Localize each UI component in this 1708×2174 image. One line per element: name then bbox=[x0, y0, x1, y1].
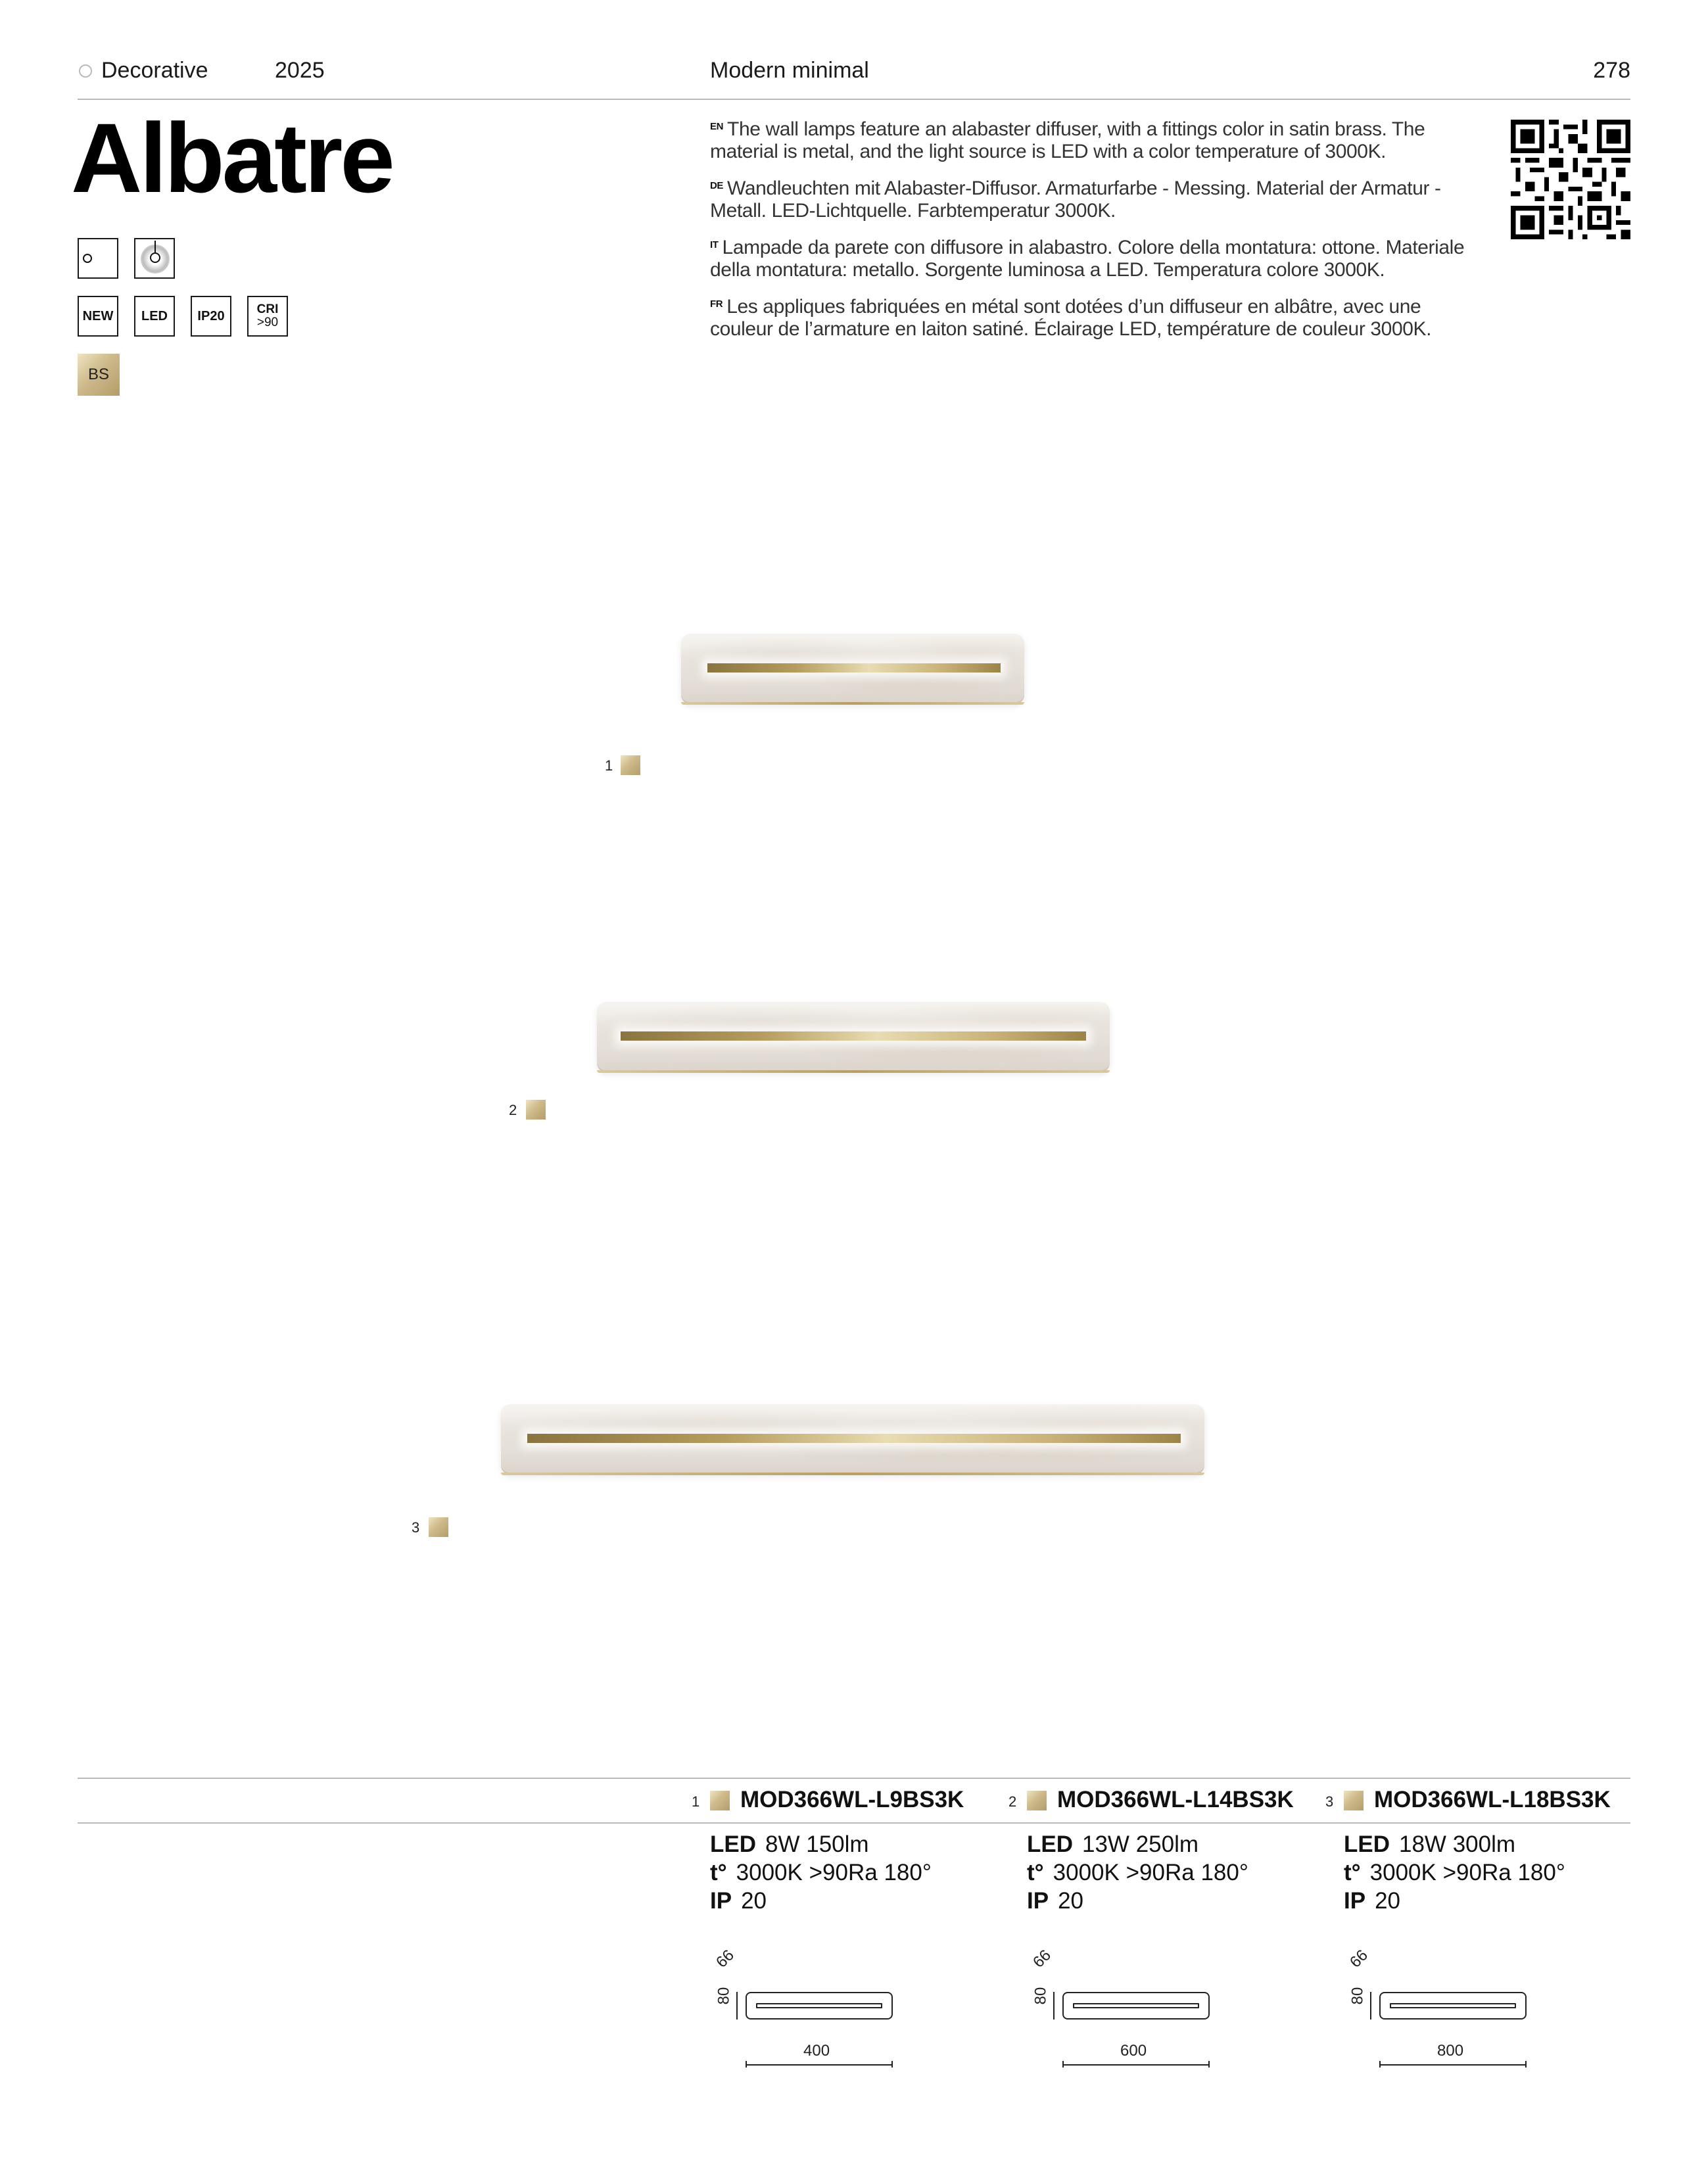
column-number: 2 bbox=[1008, 1793, 1017, 1810]
temp-label: t° bbox=[710, 1860, 727, 1885]
header-year: 2025 bbox=[275, 58, 325, 83]
depth-dimension: 66 bbox=[1346, 1946, 1371, 1972]
width-dimension: 600 bbox=[1120, 2042, 1147, 2060]
width-line bbox=[746, 2064, 893, 2066]
height-line bbox=[736, 1992, 738, 2020]
ip-label: IP bbox=[1344, 1888, 1366, 1914]
tick bbox=[746, 2061, 747, 2068]
description-it bbox=[710, 234, 1466, 281]
finish-swatch-icon bbox=[1344, 1791, 1364, 1810]
width-line bbox=[1062, 2064, 1210, 2066]
dimension-drawing-2 bbox=[1030, 1946, 1073, 1973]
power: 13W bbox=[1082, 1831, 1129, 1857]
spec-block bbox=[1344, 1830, 1565, 1915]
height-dimension: 80 bbox=[715, 1987, 733, 2005]
dimension-drawing-1 bbox=[713, 1946, 756, 1973]
lang-code: EN bbox=[710, 121, 724, 132]
ip-label: IP bbox=[1027, 1888, 1049, 1914]
product-code[interactable]: MOD366WL-L18BS3K bbox=[1374, 1787, 1611, 1812]
description-text: Les appliques fabriquées en métal sont dotées d’un diffuseur en albâtre, avec une couleur de l’armature en laiton satiné. Éclairage LED, température de couleur 3000K. bbox=[710, 296, 1432, 340]
column-number: 1 bbox=[692, 1793, 700, 1810]
finish-swatch-icon bbox=[621, 755, 640, 775]
width-dimension: 800 bbox=[1437, 2042, 1464, 2060]
product-image-3 bbox=[501, 1404, 1204, 1473]
badge-cri bbox=[247, 296, 288, 337]
header-rule bbox=[78, 99, 1630, 100]
description-text: The wall lamps feature an alabaster diffuser, with a fittings color in satin brass. The material is metal, and the light source is LED with a color temperature of 3000K. bbox=[710, 118, 1425, 162]
description-text: Wandleuchten mit Alabaster-Diffusor. Armaturfarbe - Messing. Material der Armatur - Metall. LED-Lichtquelle. Farbtemperatur 3000K. bbox=[710, 177, 1441, 222]
product-code[interactable]: MOD366WL-L9BS3K bbox=[740, 1787, 964, 1812]
lamp-outline-icon bbox=[1379, 1992, 1527, 2020]
spec-block bbox=[1027, 1830, 1248, 1915]
finish-swatch-icon bbox=[1027, 1791, 1047, 1810]
cri: >90Ra bbox=[1126, 1860, 1195, 1885]
finish-swatch-icon bbox=[429, 1517, 448, 1537]
width-line bbox=[1379, 2064, 1527, 2066]
description-en bbox=[710, 116, 1466, 163]
lamp-slot bbox=[756, 2003, 882, 2008]
power: 8W bbox=[765, 1831, 800, 1857]
angle: 180° bbox=[884, 1860, 932, 1885]
width-dimension: 400 bbox=[803, 2042, 830, 2060]
cri-title: CRI bbox=[256, 302, 279, 316]
brass-bar bbox=[527, 1434, 1181, 1443]
category-dot-icon bbox=[79, 64, 92, 78]
ip-value: 20 bbox=[1058, 1888, 1084, 1914]
lamp-slot bbox=[1073, 2003, 1199, 2008]
height-dimension: 80 bbox=[1348, 1987, 1367, 2005]
product-code[interactable]: MOD366WL-L14BS3K bbox=[1057, 1787, 1294, 1812]
lamp-outline-icon bbox=[1062, 1992, 1210, 2020]
light-source-icon bbox=[150, 252, 160, 263]
badge-new: NEW bbox=[78, 296, 118, 337]
cct: 3000K bbox=[736, 1860, 803, 1885]
finish-swatch-icon bbox=[710, 1791, 730, 1810]
tick bbox=[1208, 2061, 1210, 2068]
header-category[interactable]: Decorative bbox=[101, 58, 208, 83]
description-fr bbox=[710, 293, 1466, 341]
height-dimension: 80 bbox=[1032, 1987, 1050, 2005]
wall-mount-icon bbox=[78, 238, 118, 279]
header-collection[interactable]: Modern minimal bbox=[710, 58, 869, 83]
led-label: LED bbox=[710, 1831, 756, 1857]
depth-dimension: 66 bbox=[1030, 1946, 1055, 1972]
cri: >90Ra bbox=[809, 1860, 878, 1885]
lang-code: DE bbox=[710, 180, 724, 191]
table-header-rule bbox=[78, 1822, 1630, 1824]
lang-code: FR bbox=[710, 298, 723, 310]
ip-value: 20 bbox=[1375, 1888, 1401, 1914]
tick bbox=[1062, 2061, 1064, 2068]
tick bbox=[1525, 2061, 1527, 2068]
lang-code: IT bbox=[710, 239, 719, 250]
led-label: LED bbox=[1344, 1831, 1390, 1857]
badge-ip20: IP20 bbox=[191, 296, 231, 337]
product-image-1 bbox=[681, 634, 1024, 702]
brass-bar bbox=[621, 1031, 1086, 1041]
dimension-drawing-3 bbox=[1346, 1946, 1390, 1973]
qr-code-icon[interactable] bbox=[1511, 120, 1630, 239]
light-stem bbox=[154, 241, 156, 252]
product-image-2 bbox=[597, 1002, 1110, 1070]
page-number: 278 bbox=[1593, 58, 1630, 83]
finish-swatch-icon bbox=[526, 1100, 546, 1120]
lamp-slot bbox=[1390, 2003, 1516, 2008]
image-label-1: 1 bbox=[605, 757, 613, 774]
spec-block bbox=[710, 1830, 932, 1915]
lamp-outline-icon bbox=[746, 1992, 893, 2020]
depth-dimension: 66 bbox=[713, 1946, 738, 1972]
mount-point-icon bbox=[83, 254, 92, 263]
temp-label: t° bbox=[1344, 1860, 1361, 1885]
light-emission-icon bbox=[134, 238, 175, 279]
height-line bbox=[1053, 1992, 1055, 2020]
ip-label: IP bbox=[710, 1888, 732, 1914]
image-label-2: 2 bbox=[509, 1102, 517, 1118]
angle: 180° bbox=[1517, 1860, 1565, 1885]
led-label: LED bbox=[1027, 1831, 1073, 1857]
lumen: 300lm bbox=[1452, 1831, 1516, 1857]
cri-value: >90 bbox=[256, 316, 279, 329]
tick bbox=[1379, 2061, 1381, 2068]
description-de bbox=[710, 175, 1466, 222]
column-number: 3 bbox=[1325, 1793, 1334, 1810]
table-top-rule bbox=[78, 1778, 1630, 1779]
temp-label: t° bbox=[1027, 1860, 1044, 1885]
brass-bar bbox=[707, 663, 1001, 673]
product-family-title: Albatre bbox=[71, 103, 392, 213]
badge-led: LED bbox=[134, 296, 175, 337]
description-text: Lampade da parete con diffusore in alabastro. Colore della montatura: ottone. Materiale della montatura: metallo. Sorgente luminosa a LED. Temperatura colore 3000K. bbox=[710, 237, 1465, 281]
cri: >90Ra bbox=[1442, 1860, 1511, 1885]
angle: 180° bbox=[1200, 1860, 1248, 1885]
lumen: 150lm bbox=[806, 1831, 869, 1857]
ip-value: 20 bbox=[741, 1888, 767, 1914]
height-line bbox=[1370, 1992, 1371, 2020]
finish-swatch-bs[interactable]: BS bbox=[78, 354, 120, 396]
image-label-3: 3 bbox=[412, 1519, 420, 1536]
lumen: 250lm bbox=[1135, 1831, 1199, 1857]
cct: 3000K bbox=[1053, 1860, 1120, 1885]
cct: 3000K bbox=[1369, 1860, 1436, 1885]
tick bbox=[891, 2061, 893, 2068]
power: 18W bbox=[1399, 1831, 1446, 1857]
